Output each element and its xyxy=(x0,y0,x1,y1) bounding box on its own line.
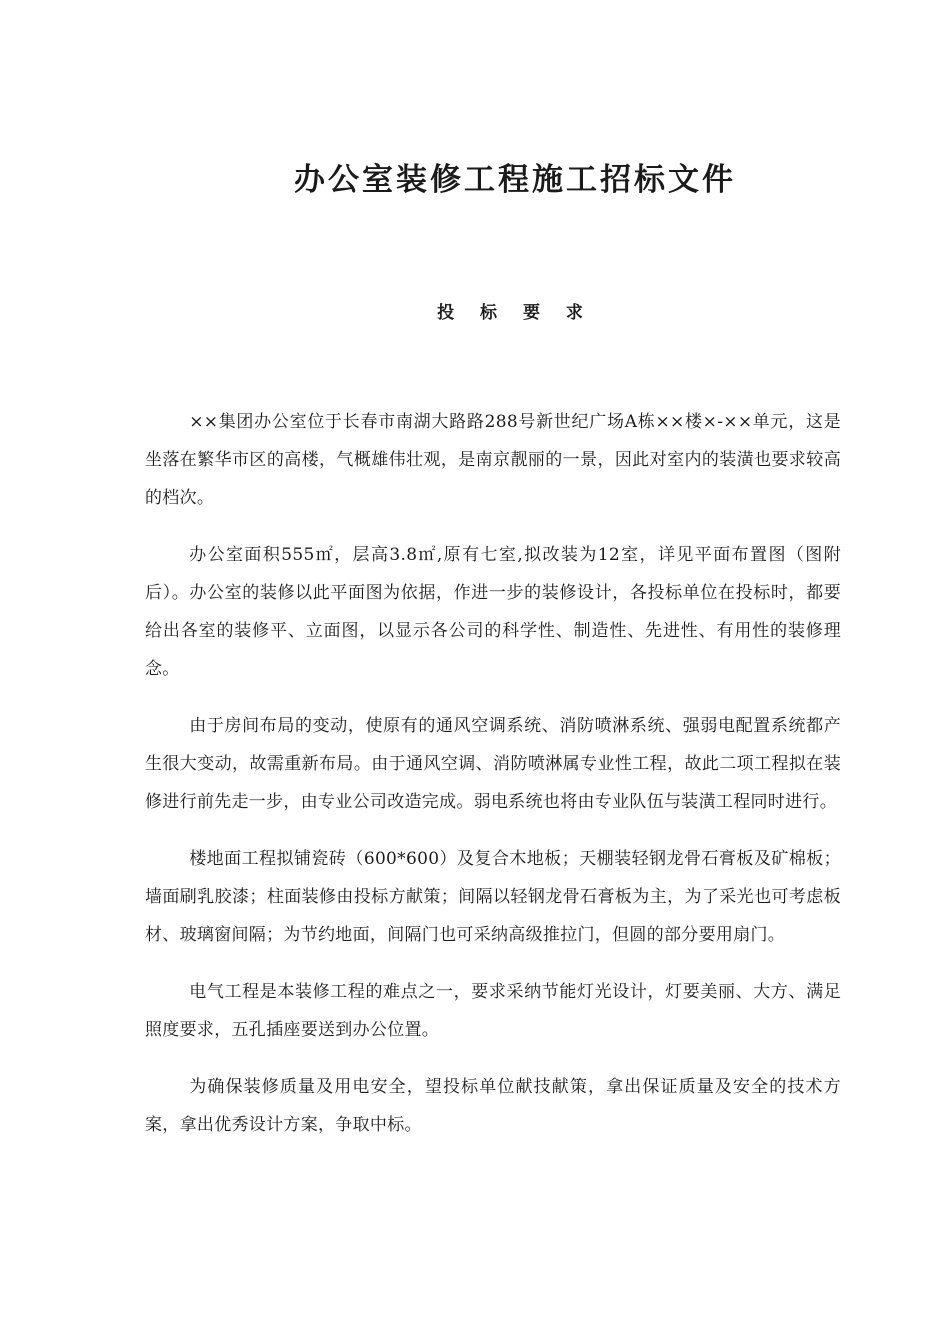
paragraph-systems: 由于房间布局的变动，使原有的通风空调系统、消防喷淋系统、强弱电配置系统都产生很大变动，故需重新布局。由于通风空调、消防喷淋属专业性工程，故此二项工程拟在装修进行前先走一步，由专业公司改造完成。弱电系统也将由专业队伍与装潢工程同时进行。 xyxy=(145,716,841,812)
document-body xyxy=(145,403,841,1163)
paragraph-electrical: 电气工程是本装修工程的难点之一，要求采纳节能灯光设计，灯要美丽、大方、满足照度要求，五孔插座要送到办公位置。 xyxy=(145,982,841,1040)
paragraph-quality: 为确保装修质量及用电安全，望投标单位献技献策，拿出保证质量及安全的技术方案，拿出优秀设计方案，争取中标。 xyxy=(145,1077,841,1135)
paragraph-materials: 楼地面工程拟铺瓷砖（600*600）及复合木地板；天棚装轻钢龙骨石膏板及矿棉板；墙面刷乳胶漆；柱面装修由投标方献策；间隔以轻钢龙骨石膏板为主，为了采光也可考虑板材、玻璃窗间隔；为节约地面，间隔门也可采纳高级推拉门，但圆的部分要用扇门。 xyxy=(145,849,841,945)
paragraph-location: ××集团办公室位于长春市南湖大路路288号新世纪广场A栋××楼×-××单元，这是坐落在繁华市区的高楼，气概雄伟壮观，是南京靓丽的一景，因此对室内的装潢也要求较高的档次。 xyxy=(145,412,841,508)
section-heading: 投 标 要 求 xyxy=(437,303,593,323)
document-title: 办公室装修工程施工招标文件 xyxy=(294,162,736,198)
paragraph-area: 办公室面积555㎡，层高3.8㎡,原有七室,拟改装为12室，详见平面布置图（图附后）。办公室的装修以此平面图为依据，作进一步的装修设计，各投标单位在投标时，都要给出各室的装修平、立面图，以显示各公司的科学性、制造性、先进性、有用性的装修理念。 xyxy=(145,545,841,679)
